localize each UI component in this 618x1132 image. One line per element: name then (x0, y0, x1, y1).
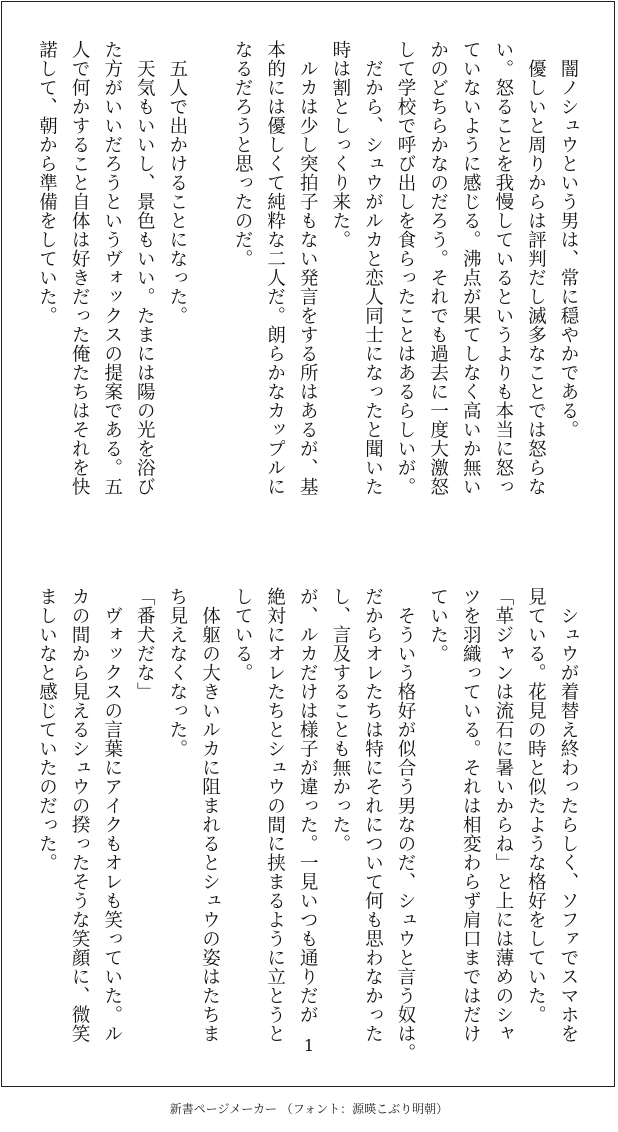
lower-text-block (36, 587, 584, 1062)
book-page (1, 1, 615, 1087)
text-line: 「番犬だな」 (134, 587, 156, 701)
text-line: して学校で呼び出しを食らったことはあるらしいが。 (395, 40, 417, 496)
text-line: 本的には優しくて純粋な二人だ。朗らかなカップルに (264, 40, 286, 496)
text-line: だからオレたちは特にそれについて何も思わなかった (362, 587, 384, 1043)
text-line: 優しいと周りからは評判だし滅多なことでは怒らな (525, 40, 547, 496)
text-line: 諾して、朝から準備をしていた。 (36, 40, 58, 325)
text-line: 人で何かすること自体は好きだった俺たちはそれを快 (69, 40, 91, 496)
page-number: 1 (303, 1036, 315, 1055)
text-line: ち見えなくなった。 (166, 587, 188, 758)
text-line: だから、シュウがルカと恋人同士になったと聞いた (362, 40, 384, 496)
text-line: ルカは少し突拍子もない発言をする所はあるが、基 (297, 40, 319, 496)
text-line: 見ている。花見の時と似たような格好をしていた。 (525, 587, 547, 1024)
upper-text-block (36, 40, 584, 545)
text-line: ていないように感じる。沸点が果てしなく高いか無い (460, 40, 482, 496)
text-line: が、ルカだけは様子が違った。一見いつも通りだが (297, 587, 319, 1024)
text-line: し、言及することも無かった。 (329, 587, 351, 853)
text-line: 時は割としっくり来た。 (329, 40, 351, 249)
text-line (193, 40, 226, 545)
text-line: かのどちらかなのだろう。それでも過去に一度大激怒 (427, 40, 449, 496)
text-line: 絶対にオレたちとシュウの間に挟まるように立とうと (264, 587, 286, 1043)
footer-caption: 新書ページメーカー （フォント：源暎こぶり明朝） (169, 1102, 449, 1116)
text-line: 五人で出かけることになった。 (166, 40, 188, 325)
text-line: い。怒ることを我慢しているというよりも本当に怒っ (492, 40, 514, 496)
text-line: カの間から見えるシュウの揆ったそうな笑顔に、微笑 (69, 587, 91, 1043)
text-line: している。 (232, 587, 254, 682)
text-line: なるだろうと思ったのだ。 (232, 40, 254, 268)
text-line: ヴォックスの言葉にアイクもオレも笑っていた。ル (101, 587, 123, 1043)
text-line: シュウが着替え終わったらしく、ソファでスマホを (558, 587, 579, 1043)
text-line: 体躯の大きいルカに阻まれるとシュウの姿はたちま (199, 587, 221, 1043)
text-line: た方がいいだろうというヴォックスの提案である。五 (101, 40, 123, 496)
text-line: ましいなと感じていたのだった。 (36, 587, 58, 872)
text-line: 「革ジャンは流石に暑いからね」と上には薄めのシャ (492, 587, 514, 1043)
text-line: そういう格好が似合う男なのだ、シュウと言う奴は。 (395, 587, 417, 1062)
text-line: ていた。 (427, 587, 449, 663)
text-line: 闇ノシュウという男は、常に穏やかである。 (558, 40, 579, 439)
text-line: ツを羽織っている。それは相変わらず肩口まではだけ (460, 587, 482, 1043)
text-line: 天気もいいし、景色もいい。たまには陽の光を浴び (134, 40, 156, 496)
